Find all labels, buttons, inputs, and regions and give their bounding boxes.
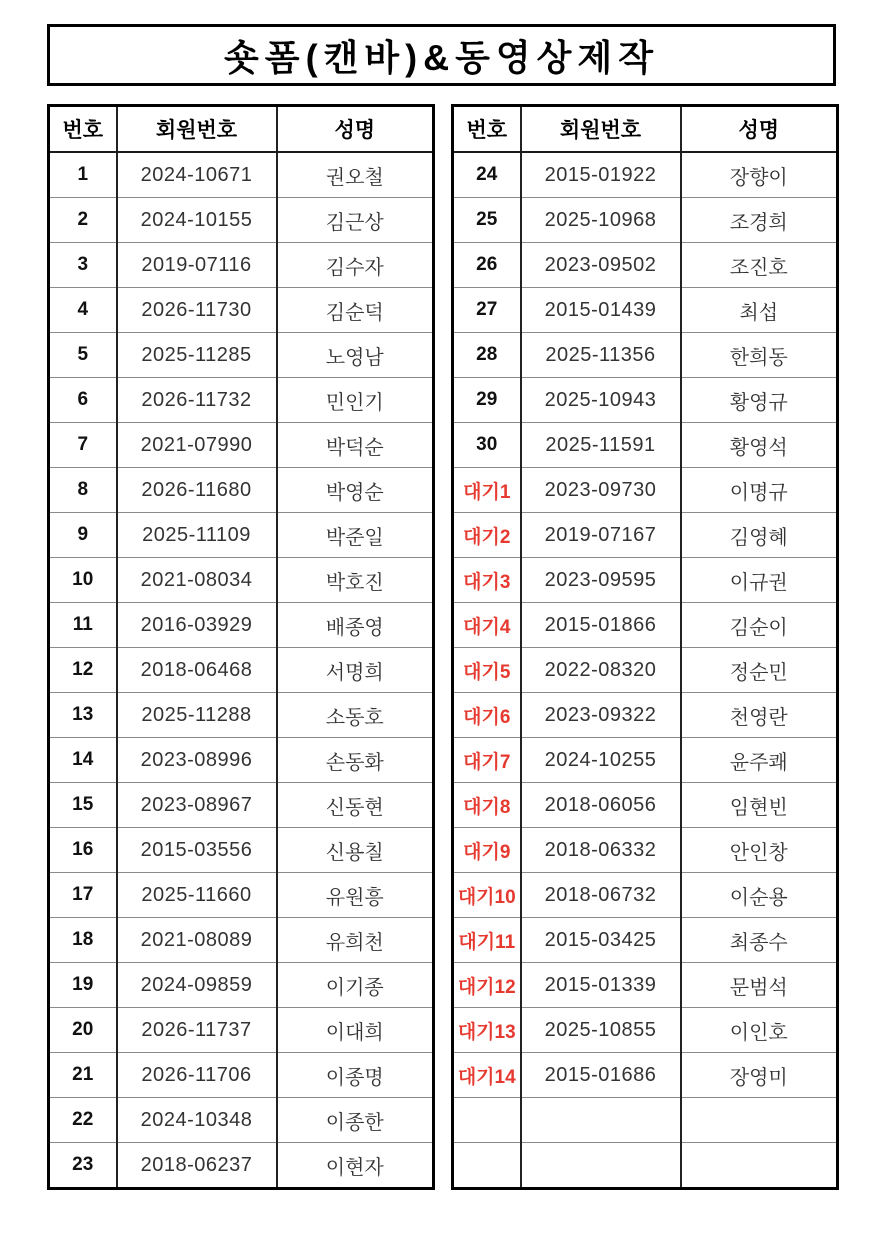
no-cell (453, 1143, 521, 1189)
member-id-cell: 2018-06237 (117, 1143, 277, 1189)
member-id-cell: 2015-01866 (521, 603, 681, 648)
table-row (453, 378, 838, 423)
member-id-cell: 2015-03425 (521, 918, 681, 963)
member-id-cell: 2015-01922 (521, 152, 681, 198)
name-cell: 이종한 (277, 1098, 434, 1143)
table-row (49, 828, 434, 873)
member-id-cell (521, 1143, 681, 1189)
member-id-cell: 2019-07116 (117, 243, 277, 288)
member-id-cell: 2018-06056 (521, 783, 681, 828)
table-row (453, 648, 838, 693)
name-cell: 조진호 (681, 243, 838, 288)
member-id-cell: 2015-01339 (521, 963, 681, 1008)
col-header-name: 성명 (681, 106, 838, 153)
no-cell: 17 (49, 873, 117, 918)
name-cell: 장영미 (681, 1053, 838, 1098)
name-cell: 조경희 (681, 198, 838, 243)
member-id-cell: 2025-11591 (521, 423, 681, 468)
no-cell: 대기5 (453, 648, 521, 693)
table-row (49, 423, 434, 468)
no-cell: 13 (49, 693, 117, 738)
col-header-member-id: 회원번호 (521, 106, 681, 153)
table-header (49, 106, 434, 153)
no-cell: 대기10 (453, 873, 521, 918)
no-cell: 대기8 (453, 783, 521, 828)
member-id-cell: 2025-11288 (117, 693, 277, 738)
member-id-cell: 2019-07167 (521, 513, 681, 558)
no-cell: 4 (49, 288, 117, 333)
table-row (49, 333, 434, 378)
no-cell: 15 (49, 783, 117, 828)
no-cell: 21 (49, 1053, 117, 1098)
name-cell: 김수자 (277, 243, 434, 288)
member-id-cell: 2025-10968 (521, 198, 681, 243)
table-row (453, 1008, 838, 1053)
table-row (49, 468, 434, 513)
no-cell: 30 (453, 423, 521, 468)
no-cell: 1 (77, 164, 89, 185)
member-id-cell: 2026-11680 (117, 468, 277, 513)
table-row (49, 513, 434, 558)
name-cell: 이종명 (277, 1053, 434, 1098)
member-id-cell: 2018-06732 (521, 873, 681, 918)
name-cell: 유원흥 (277, 873, 434, 918)
member-id-cell: 2024-10155 (117, 198, 277, 243)
no-cell: 25 (453, 198, 521, 243)
table-row (49, 1143, 434, 1189)
member-id-cell: 2025-11356 (521, 333, 681, 378)
member-id-cell: 2022-08320 (521, 648, 681, 693)
member-id-cell: 2021-08089 (117, 918, 277, 963)
table-row (49, 648, 434, 693)
no-cell: 20 (49, 1008, 117, 1053)
name-cell: 박영순 (277, 468, 434, 513)
name-cell: 권오철 (277, 152, 434, 198)
member-id-cell: 2018-06332 (521, 828, 681, 873)
no-cell: 대기6 (453, 693, 521, 738)
name-cell: 윤주쾌 (681, 738, 838, 783)
table-row (49, 243, 434, 288)
no-cell: 대기2 (453, 513, 521, 558)
table-row (453, 513, 838, 558)
table-row (453, 468, 838, 513)
no-cell: 대기14 (453, 1053, 521, 1098)
table-body (49, 152, 434, 1189)
document-title: 숏폼(캔바)&동영상제작 (224, 36, 659, 78)
no-cell: 7 (49, 423, 117, 468)
name-cell: 서명희 (277, 648, 434, 693)
name-cell: 노영남 (277, 333, 434, 378)
name-cell: 최섭 (681, 288, 838, 333)
table-row (49, 873, 434, 918)
no-cell: 10 (49, 558, 117, 603)
member-id-cell: 2024-10671 (117, 152, 277, 198)
no-cell: 24 (476, 164, 498, 185)
name-cell: 소동호 (277, 693, 434, 738)
member-id-cell: 2023-09730 (521, 468, 681, 513)
name-cell: 유희천 (277, 918, 434, 963)
member-table-right (451, 104, 839, 1190)
no-cell: 23 (49, 1143, 117, 1189)
no-cell: 28 (453, 333, 521, 378)
member-id-cell: 2018-06468 (117, 648, 277, 693)
table-row (453, 243, 838, 288)
member-id-cell: 2025-11660 (117, 873, 277, 918)
no-cell: 16 (49, 828, 117, 873)
name-cell: 안인창 (681, 828, 838, 873)
name-cell: 이명규 (681, 468, 838, 513)
table-row (49, 558, 434, 603)
member-id-cell: 2016-03929 (117, 603, 277, 648)
member-id-cell: 2026-11730 (117, 288, 277, 333)
table-row (453, 1053, 838, 1098)
member-id-cell: 2015-01686 (521, 1053, 681, 1098)
col-header-no: 번호 (453, 106, 521, 153)
member-id-cell: 2023-09595 (521, 558, 681, 603)
no-cell: 22 (49, 1098, 117, 1143)
no-cell: 6 (49, 378, 117, 423)
table-row (453, 828, 838, 873)
member-id-cell: 2026-11737 (117, 1008, 277, 1053)
table-row (453, 693, 838, 738)
name-cell: 이현자 (277, 1143, 434, 1189)
no-cell: 대기12 (453, 963, 521, 1008)
no-cell: 대기13 (453, 1008, 521, 1053)
name-cell: 손동화 (277, 738, 434, 783)
name-cell: 박준일 (277, 513, 434, 558)
no-cell: 2 (49, 198, 117, 243)
no-cell: 12 (49, 648, 117, 693)
table-body (453, 152, 838, 1189)
table-row (453, 873, 838, 918)
name-cell: 임현빈 (681, 783, 838, 828)
no-cell: 대기9 (453, 828, 521, 873)
header-row (453, 106, 838, 153)
table-row (453, 963, 838, 1008)
table-row (453, 738, 838, 783)
table-row (453, 1098, 838, 1143)
table-row (49, 738, 434, 783)
name-cell: 민인기 (277, 378, 434, 423)
name-cell: 신용칠 (277, 828, 434, 873)
table-row (453, 198, 838, 243)
col-header-member-id: 회원번호 (117, 106, 277, 153)
name-cell: 김근상 (277, 198, 434, 243)
table-row (49, 1053, 434, 1098)
name-cell: 최종수 (681, 918, 838, 963)
name-cell: 한희동 (681, 333, 838, 378)
table-row (49, 603, 434, 648)
name-cell: 천영란 (681, 693, 838, 738)
no-cell: 14 (49, 738, 117, 783)
name-cell: 박덕순 (277, 423, 434, 468)
no-cell: 대기7 (453, 738, 521, 783)
member-id-cell: 2021-07990 (117, 423, 277, 468)
name-cell: 김순덕 (277, 288, 434, 333)
table-row (453, 288, 838, 333)
no-cell: 11 (49, 603, 117, 648)
member-id-cell: 2015-03556 (117, 828, 277, 873)
name-cell: 문범석 (681, 963, 838, 1008)
member-id-cell: 2025-11109 (117, 513, 277, 558)
member-id-cell: 2023-09502 (521, 243, 681, 288)
table-row (49, 198, 434, 243)
member-id-cell: 2024-09859 (117, 963, 277, 1008)
member-id-cell: 2023-08996 (117, 738, 277, 783)
name-cell (681, 1143, 838, 1189)
table-row (453, 333, 838, 378)
col-header-no: 번호 (49, 106, 117, 153)
no-cell: 5 (49, 333, 117, 378)
name-cell: 황영규 (681, 378, 838, 423)
no-cell: 26 (453, 243, 521, 288)
name-cell: 장향이 (681, 152, 838, 198)
header-row (49, 106, 434, 153)
col-header-name: 성명 (277, 106, 434, 153)
member-id-cell: 2023-09322 (521, 693, 681, 738)
table-row (49, 918, 434, 963)
no-cell: 29 (453, 378, 521, 423)
table-row (453, 1143, 838, 1189)
name-cell: 이기종 (277, 963, 434, 1008)
member-id-cell: 2024-10255 (521, 738, 681, 783)
name-cell: 김순이 (681, 603, 838, 648)
table-row (453, 558, 838, 603)
name-cell: 이순용 (681, 873, 838, 918)
member-table-left (47, 104, 435, 1190)
table-row (453, 783, 838, 828)
name-cell: 김영혜 (681, 513, 838, 558)
table-row (49, 288, 434, 333)
no-cell: 대기11 (453, 918, 521, 963)
table-row (453, 918, 838, 963)
member-id-cell: 2026-11706 (117, 1053, 277, 1098)
table-row (453, 603, 838, 648)
table-row (49, 152, 434, 198)
name-cell (681, 1098, 838, 1143)
table-row (49, 1008, 434, 1053)
no-cell: 19 (49, 963, 117, 1008)
member-id-cell: 2025-10943 (521, 378, 681, 423)
table-row (49, 378, 434, 423)
member-id-cell (521, 1098, 681, 1143)
table-row (49, 783, 434, 828)
no-cell: 18 (49, 918, 117, 963)
member-id-cell: 2025-10855 (521, 1008, 681, 1053)
no-cell: 9 (49, 513, 117, 558)
name-cell: 이규권 (681, 558, 838, 603)
title-box (47, 24, 836, 86)
no-cell: 대기1 (453, 468, 521, 513)
no-cell: 3 (49, 243, 117, 288)
no-cell: 대기4 (453, 603, 521, 648)
name-cell: 이인호 (681, 1008, 838, 1053)
member-id-cell: 2023-08967 (117, 783, 277, 828)
table-row (49, 963, 434, 1008)
no-cell (453, 1098, 521, 1143)
no-cell: 8 (49, 468, 117, 513)
member-id-cell: 2025-11285 (117, 333, 277, 378)
no-cell: 27 (453, 288, 521, 333)
member-id-cell: 2024-10348 (117, 1098, 277, 1143)
table-header (453, 106, 838, 153)
name-cell: 배종영 (277, 603, 434, 648)
table-row (453, 152, 838, 198)
member-id-cell: 2015-01439 (521, 288, 681, 333)
table-row (49, 1098, 434, 1143)
name-cell: 황영석 (681, 423, 838, 468)
name-cell: 신동현 (277, 783, 434, 828)
table-row (453, 423, 838, 468)
no-cell: 대기3 (453, 558, 521, 603)
member-id-cell: 2021-08034 (117, 558, 277, 603)
name-cell: 박호진 (277, 558, 434, 603)
table-row (49, 693, 434, 738)
name-cell: 이대희 (277, 1008, 434, 1053)
member-id-cell: 2026-11732 (117, 378, 277, 423)
name-cell: 정순민 (681, 648, 838, 693)
